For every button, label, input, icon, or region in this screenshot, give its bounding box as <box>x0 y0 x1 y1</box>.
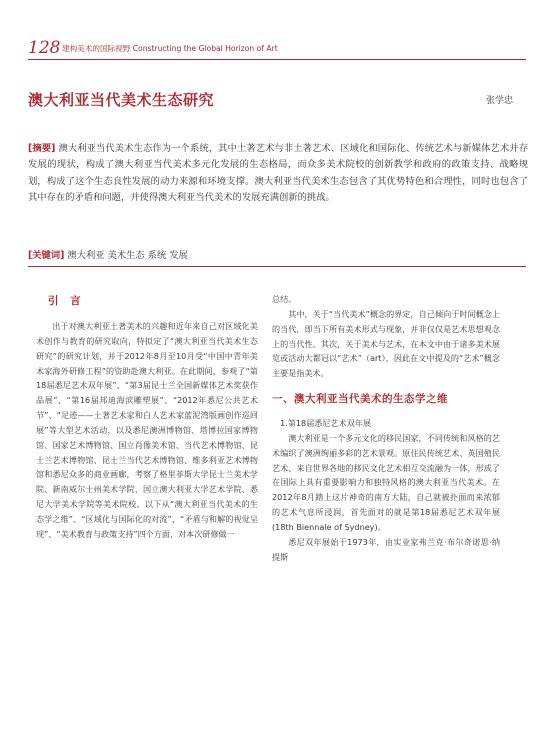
abstract <box>28 141 528 206</box>
section-heading: 一、澳大利亚当代美术的生态学之维 <box>272 393 448 406</box>
abstract-label: [摘要] <box>28 143 56 154</box>
running-title: 建构美术的国际视野 Constructing the Global Horizon of Art <box>62 44 278 53</box>
running-header <box>28 38 528 58</box>
abstract-text: 澳大利亚当代美术生态作为一个系统，其中土著艺术与非土著艺术、区域化和国际化、传统艺术与新媒体艺术并存发展的现状，构成了澳大利亚当代美术多元化发展的生态格局，而众多美术院校的创新教学和政府的政策支持、战略规划，构成了这个生态良性发展的动力来源和环境支撑。澳大利亚当代美术生态包含了其优势特色和合理性，同时也包含了其中存在的矛盾和问题，并使得澳大利亚当代美术的发展充满创新的挑战。 <box>28 143 528 203</box>
section-rule <box>28 266 526 267</box>
keywords-text: 澳大利亚 美术生态 系统 发展 <box>67 250 188 261</box>
subsection-heading: 1.第18届悉尼艺术双年展 <box>280 418 371 429</box>
body-paragraph: 其中，关于“当代美术”概念的界定，自己倾向于时间概念上的当代，即当下所有美术形式与现象，并非仅仅是艺术思想观念上的当代性。其次，关于美术与艺术，在本文中由于诸多美术展览或活动大都冠以“艺术”（art），因此在文中提及的“艺术”概念主要是指美术。 <box>272 308 500 379</box>
header-rule <box>28 59 526 60</box>
intro-heading: 引 言 <box>48 295 85 307</box>
body-paragraph: 悉尼双年展始于1973年，由实业家弗兰克·布尔奇诺思·纳提斯 <box>272 536 500 562</box>
keywords <box>28 248 528 264</box>
body-column-right <box>272 292 500 565</box>
body-column-left <box>36 292 258 542</box>
article-author: 张学忠 <box>486 96 514 106</box>
article-title: 澳大利亚当代美术生态研究 <box>28 91 215 109</box>
page-number: 128 <box>28 38 61 58</box>
keywords-label: [关键词] <box>28 250 65 261</box>
body-paragraph: 总结。 <box>272 294 297 304</box>
body-paragraph: 出于对澳大利亚土著美术的兴趣和近年来自己对区域化美术创作与教育的研究取向，特拟定了“澳大利亚当代美术生态研究”的研究计划，并于2012年8月至10月受“中国中青年美术家海外研修工程”的资助赴澳大利亚。在此期间，参观了“第18届悉尼艺术双年展”、“第3届昆士兰全国新媒体艺术奖获作品展”、“第16届邦迪海滨雕塑展”、“2012年悉尼公共艺术节”、“足迹——土著艺术家和白人艺术家蓝泥湾版画创作巡回展”等大型艺术活动，以及悉尼澳洲博物馆、塔博拉国家博物馆、国家艺术博物馆、国立肖像美术馆、当代艺术博物馆、昆士兰艺术博物馆、昆士兰当代艺术博物馆、维多利亚艺术博物馆和悉尼众多的商业画廊，考察了格里菲斯大学昆士兰美术学院、新南威尔士州美术学院、国立澳大利亚大学艺术学院、悉尼大学美术学院等美术院校。以下从“澳大利亚当代美术的生态学之维”、“区域化与国际化的对流”、“矛盾与和解的视觉呈现”、“美术教育与政策支持”四个方面，对本次研修做一 <box>36 321 258 539</box>
body-paragraph: 澳大利亚是一个多元文化的移民国家，不同传统和风格的艺术编织了澳洲绚丽多彩的艺术景观。原住民传统艺术、英国殖民艺术、来自世界各地的移民文化艺术相互交流融为一体，形成了在国际上具有重要影响力和独特风格的澳大利亚当代美术。在2012年8月踏上这片神奇的南方大陆，自己就被扑面而来浓郁的艺术气息所浸润，首先面对的就是第18届悉尼艺术双年展(18th Biennale of Sydney)。 <box>272 432 500 532</box>
